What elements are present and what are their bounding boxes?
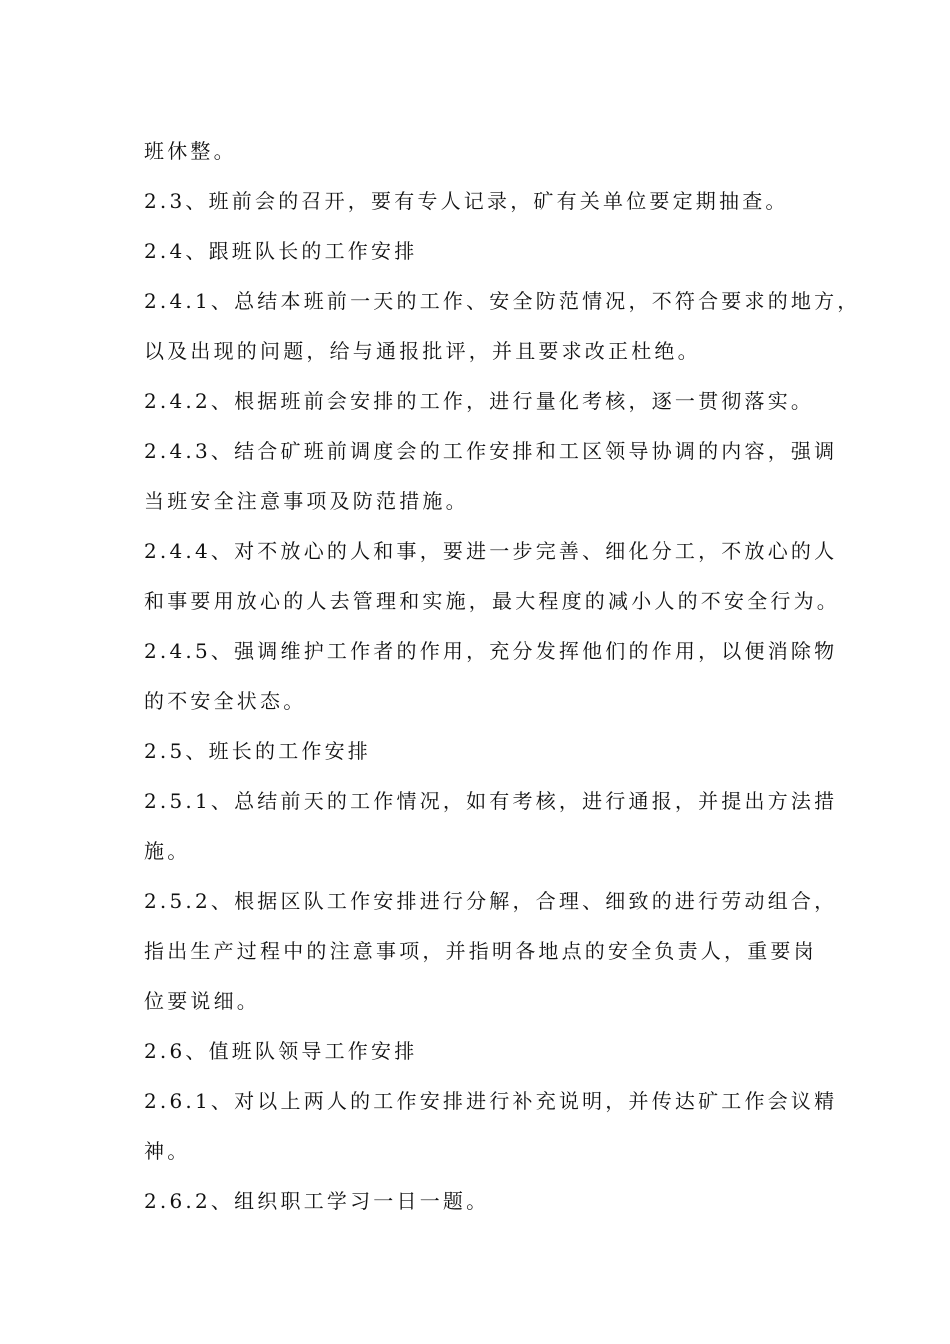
text-line: 班休整。 — [144, 139, 237, 163]
section-2-5-heading: 2.5、班长的工作安排 — [144, 739, 372, 763]
item-2-6-1-line: 2.6.1、对以上两人的工作安排进行补充说明，并传达矿工作会议精 — [144, 1089, 838, 1113]
item-2-4-3-line: 2.4.3、结合矿班前调度会的工作安排和工区领导协调的内容，强调 — [144, 439, 838, 463]
item-2-4-4-line: 2.4.4、对不放心的人和事，要进一步完善、细化分工，不放心的人 — [144, 539, 838, 563]
section-2-3-line: 2.3、班前会的召开，要有专人记录，矿有关单位要定期抽查。 — [144, 189, 789, 213]
text-line: 以及出现的问题，给与通报批评，并且要求改正杜绝。 — [144, 339, 701, 363]
text-line: 位要说细。 — [144, 989, 260, 1013]
text-line: 和事要用放心的人去管理和实施，最大程度的减小人的不安全行为。 — [144, 589, 840, 613]
item-2-4-1-line: 2.4.1、总结本班前一天的工作、安全防范情况，不符合要求的地方， — [144, 289, 861, 313]
text-line: 神。 — [144, 1139, 191, 1163]
text-line: 指出生产过程中的注意事项，并指明各地点的安全负责人，重要岗 — [144, 939, 817, 963]
text-line: 当班安全注意事项及防范措施。 — [144, 489, 469, 513]
section-2-4-heading: 2.4、跟班队长的工作安排 — [144, 239, 418, 263]
item-2-4-5-line: 2.4.5、强调维护工作者的作用，充分发挥他们的作用，以便消除物 — [144, 639, 838, 663]
item-2-6-2-line: 2.6.2、组织职工学习一日一题。 — [144, 1189, 490, 1213]
item-2-5-2-line: 2.5.2、根据区队工作安排进行分解，合理、细致的进行劳动组合， — [144, 889, 838, 913]
text-line: 的不安全状态。 — [144, 689, 307, 713]
text-line: 施。 — [144, 839, 191, 863]
item-2-5-1-line: 2.5.1、总结前天的工作情况，如有考核，进行通报，并提出方法措 — [144, 789, 838, 813]
section-2-6-heading: 2.6、值班队领导工作安排 — [144, 1039, 418, 1063]
item-2-4-2-line: 2.4.2、根据班前会安排的工作，进行量化考核，逐一贯彻落实。 — [144, 389, 815, 413]
